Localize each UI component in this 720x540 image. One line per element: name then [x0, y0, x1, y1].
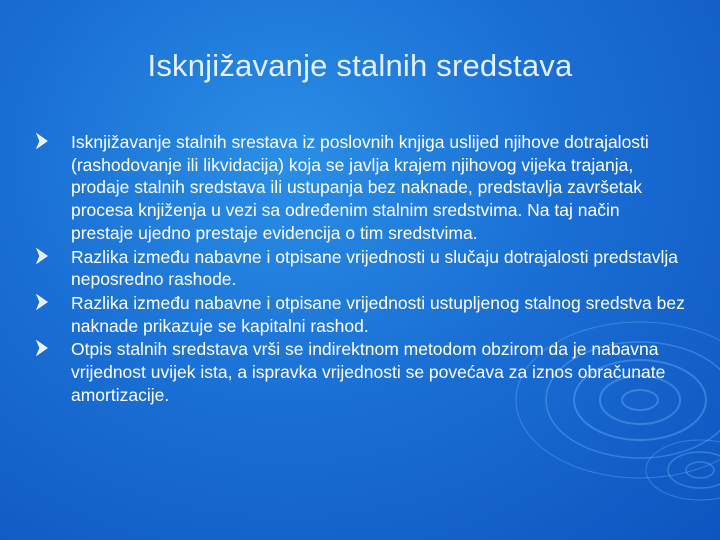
arrowhead-bullet-icon: [36, 133, 48, 149]
bullet-text: Razlika između nabavne i otpisane vrijednosti ustupljenog stalnog sredstva bez naknade prikazuje se kapitalni rashod.: [71, 292, 685, 336]
bullet-item: [36, 131, 686, 245]
bullet-text: Isknjižavanje stalnih srestava iz poslovnih knjiga uslijed njihove dotrajalosti (rashodovanje ili likvidacija) koja se javlja krajem njihovog vijeka trajanja, prodaje stalnih sredstava ili ustupanja bez naknade, predstavlja završetak procesa knjiženja u vezi sa određenim stalnim sredstvima. Na taj način prestaje ujedno prestaje evidencija o tim sredstvima.: [71, 132, 649, 243]
bullet-item: [36, 246, 686, 291]
arrowhead-bullet-icon: [36, 340, 48, 356]
bullet-text: Razlika između nabavne i otpisane vrijednosti u slučaju dotrajalosti predstavlja neposredno rashode.: [71, 246, 678, 290]
bullet-item: [36, 292, 686, 337]
bullet-item: [36, 338, 686, 406]
bullet-text: Otpis stalnih sredstava vrši se indirektnom metodom obzirom da je nabavna vrijednost uvijek ista, a ispravka vrijednosti se povećava za iznos obračunate amortizacije.: [71, 339, 666, 405]
bullet-list: [36, 131, 686, 407]
arrowhead-bullet-icon: [36, 294, 48, 310]
arrowhead-bullet-icon: [36, 248, 48, 264]
slide-title: Isknjižavanje stalnih sredstava: [147, 48, 573, 83]
